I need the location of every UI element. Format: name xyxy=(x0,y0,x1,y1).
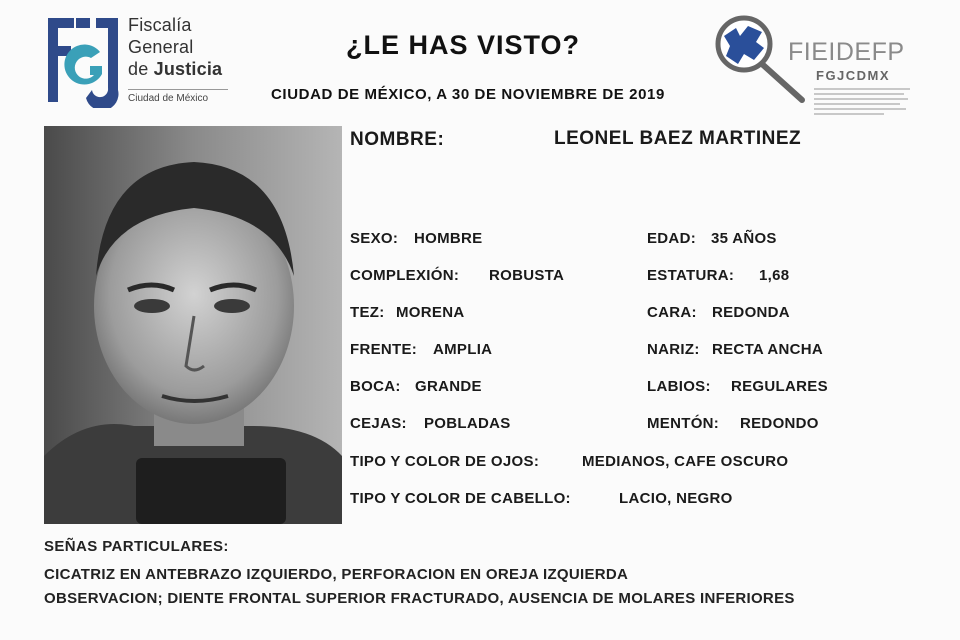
fgj-line-1: Fiscalía xyxy=(128,15,192,35)
tez-label: TEZ: xyxy=(350,304,385,321)
cejas-label: CEJAS: xyxy=(350,415,407,432)
frente-label: FRENTE: xyxy=(350,341,418,358)
fieidefp-fine-print xyxy=(814,88,914,118)
senas-line-2: OBSERVACION; DIENTE FRONTAL SUPERIOR FRACTURADO, AUSENCIA DE MOLARES INFERIORES xyxy=(44,590,795,607)
person-photo xyxy=(44,126,342,524)
fgj-line-2: General xyxy=(128,37,194,57)
complexion-value: ROBUSTA xyxy=(489,267,565,284)
fgj-emblem-icon xyxy=(44,12,122,108)
poster-date-line: CIUDAD DE MÉXICO, A 30 DE NOVIEMBRE DE 2019 xyxy=(271,86,665,103)
name-label: NOMBRE: xyxy=(350,129,445,150)
edad-value: 35 AÑOS xyxy=(711,230,777,247)
estatura-value: 1,68 xyxy=(759,267,790,284)
menton-value: REDONDO xyxy=(740,415,819,432)
nariz-label: NARIZ: xyxy=(647,341,700,358)
boca-label: BOCA: xyxy=(350,378,401,395)
fieidefp-subtitle: FGJCDMX xyxy=(816,68,891,83)
complexion-label: COMPLEXIÓN: xyxy=(350,267,460,284)
portrait-image xyxy=(44,126,342,524)
edad-label: EDAD: xyxy=(647,230,696,247)
nariz-value: RECTA ANCHA xyxy=(712,341,824,358)
poster-title: ¿LE HAS VISTO? xyxy=(346,30,581,60)
sexo-value: HOMBRE xyxy=(414,230,483,247)
name-value: LEONEL BAEZ MARTINEZ xyxy=(554,128,802,149)
senas-title: SEÑAS PARTICULARES: xyxy=(44,538,229,555)
cejas-value: POBLADAS xyxy=(424,415,511,432)
frente-value: AMPLIA xyxy=(433,341,493,358)
labios-label: LABIOS: xyxy=(647,378,711,395)
cabello-value: LACIO, NEGRO xyxy=(619,490,733,507)
fgj-wordmark xyxy=(128,14,228,104)
senas-line-1: CICATRIZ EN ANTEBRAZO IZQUIERDO, PERFORACION EN OREJA IZQUIERDA xyxy=(44,566,629,583)
fieidefp-logo xyxy=(710,14,918,114)
fgj-subtitle: Ciudad de México xyxy=(128,89,228,104)
menton-label: MENTÓN: xyxy=(647,415,720,432)
sexo-label: SEXO: xyxy=(350,230,399,247)
boca-value: GRANDE xyxy=(415,378,482,395)
ojos-value: MEDIANOS, CAFE OSCURO xyxy=(582,453,789,470)
tez-value: MORENA xyxy=(396,304,465,321)
cabello-label: TIPO Y COLOR DE CABELLO: xyxy=(350,490,571,507)
cara-label: CARA: xyxy=(647,304,697,321)
cara-value: REDONDA xyxy=(712,304,790,321)
fgj-line-3: de Justicia xyxy=(128,59,223,79)
estatura-label: ESTATURA: xyxy=(647,267,735,284)
ojos-label: TIPO Y COLOR DE OJOS: xyxy=(350,453,540,470)
fgj-logo xyxy=(44,12,234,112)
labios-value: REGULARES xyxy=(731,378,828,395)
fieidefp-name: FIEIDEFP xyxy=(788,38,905,66)
